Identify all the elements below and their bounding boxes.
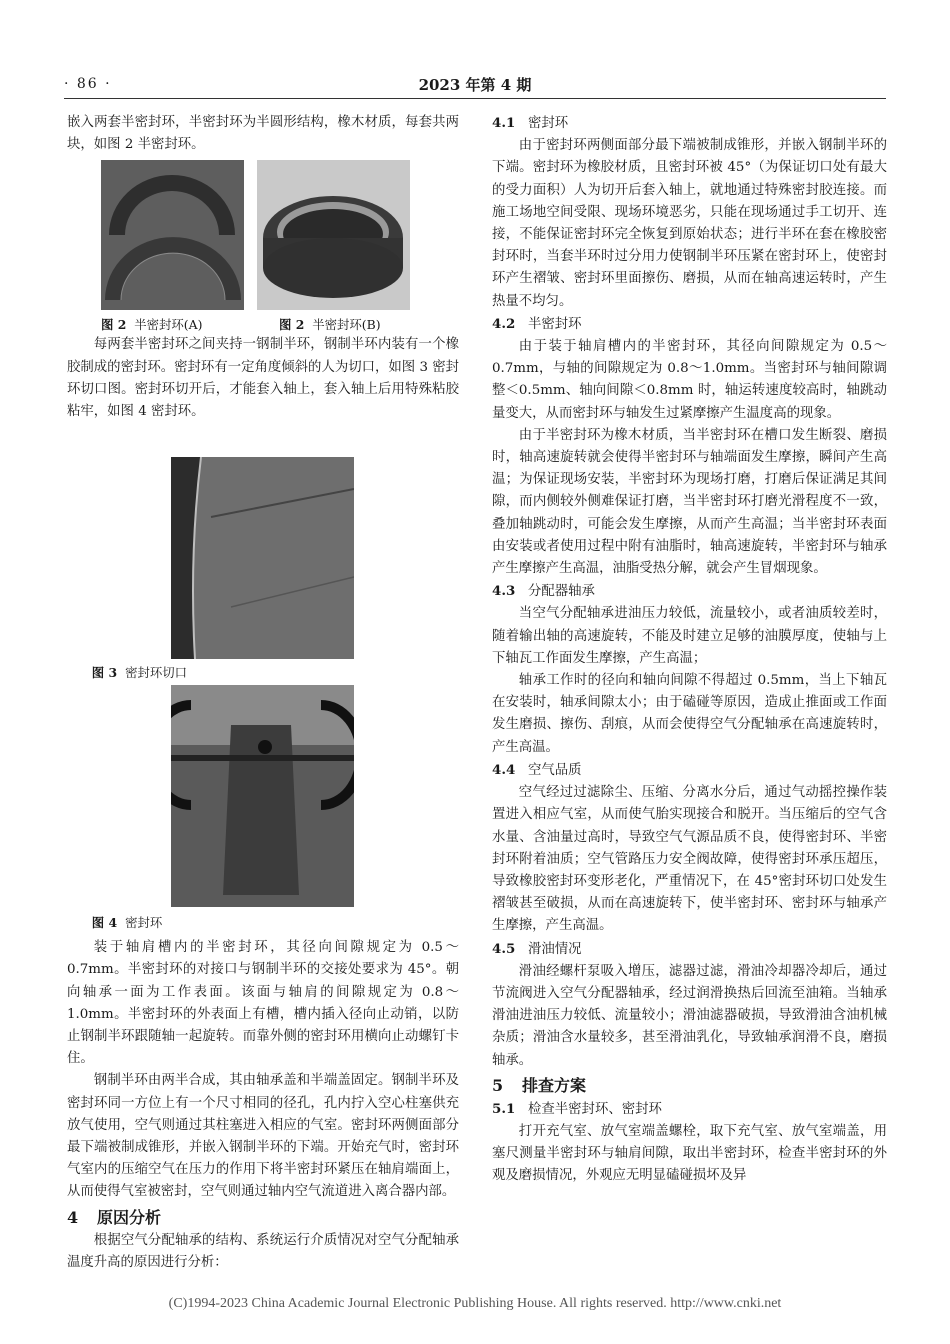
- section-4-2-title: 半密封环: [528, 316, 582, 332]
- section-4-2-heading: [492, 313, 887, 336]
- section-4-4-number: 4.4: [492, 761, 516, 778]
- paragraph-4-4: 空气经过过滤除尘、压缩、分离水分后，通过气动摇控操作装置进入相应气室，从而使气胎实现接合和脱开。当压缩后的空气含水量、含油量过高时，导致空气气源品质不良，使得密封环、半密封环附着油质；空气管路压力安全阀故障，使得密封环承压超压，导致橡胶密封环变形老化，严重情况下，在 45°密封环切口处发生褶皱甚至破损，从而在高速旋转下，使半密封环、密封环与轴承产生摩擦，产生高温。: [492, 785, 887, 934]
- figure-4-photo: [171, 685, 354, 907]
- right-column: [492, 112, 887, 1188]
- section-4-title: 原因分析: [97, 1207, 162, 1227]
- paragraph-4-2a: 由于装于轴肩槽内的半密封环，其径向间隙规定为 0.5～0.7mm，与轴的间隙规定为 0.8～1.0mm。当密封环与轴间隙调整＜0.5mm、轴向间隙＜0.8mm 时，轴运转速度较高时，轴跳动量变大，从而密封环与轴发生过紧摩擦产生温度高的现象。: [492, 339, 887, 421]
- figure-4-caption-line: [67, 913, 459, 933]
- section-5-1-number: 5.1: [492, 1100, 516, 1117]
- paragraph-5-1: 打开充气室、放气室端盖螺栓，取下充气室、放气室端盖，用塞尺测量半密封环与轴肩间隙，取出半密封环，检查半密封环的外观及磨损情况，外观应无明显磕碰损坏及异: [492, 1123, 887, 1184]
- paragraph-3: 钢制半环由两半合成，其由轴承盖和半端盖固定。钢制半环及密封环同一方位上有一个尺寸相同的径孔，孔内拧入空心柱塞供充放气使用，空气则通过其柱塞进入相应的气室。密封环两侧面部分最下端被制成锥形，并嵌入钢制半环的下端。开始充气时，密封环气室内的压缩空气在压力的作用下将半密封环紧压在轴肩端面上，从而使得气室被密封，空气则通过轴内空气流道进入离合器内部。: [67, 1073, 459, 1200]
- figure-4-caption: 密封环: [125, 915, 163, 931]
- figure-2b-caption: 半密封环(B): [312, 317, 381, 333]
- paragraph-4-2b: 由于半密封环为橡木材质，当半密封环在槽口发生断裂、磨损时，轴高速旋转就会使得半密封环与轴端面发生摩擦，瞬间产生高温；为保证现场安装，半密封环为现场打磨，打磨后保证满足其间隙，而内侧较外侧难保证打磨，当半密封环打磨光滑程度不一致，叠加轴跳动时，可能会发生摩擦，从而产生高温；当半密封环表面由安装或者使用过程中附有油脂时，轴高速旋转，半密封环与轴承产生摩擦产生高温，油脂受热分解，就会产生冒烟现象。: [492, 427, 887, 577]
- section-4-3-title: 分配器轴承: [528, 584, 595, 600]
- figure-3-caption: 密封环切口: [125, 665, 188, 681]
- section-5-title: 排查方案: [522, 1075, 587, 1095]
- section-4-3-number: 4.3: [492, 583, 516, 600]
- figure-2a-caption: 半密封环(A): [134, 317, 203, 333]
- section-5-number: 5: [492, 1075, 504, 1095]
- paragraph-4-5: 滑油经螺杆泵吸入增压，滤器过滤，滑油冷却器冷却后，通过节流阀进入空气分配器轴承，经过润滑换热后回流至油箱。当轴承滑油进油压力较低、流量较小；滑油滤器破损，导致滑油含油机械杂质；滑油含水量较多，甚至滑油乳化，导致轴承润滑不良，磨损轴承。: [492, 963, 887, 1068]
- figure-3-number: 图 3: [91, 665, 118, 681]
- section-4-5-title: 滑油情况: [528, 941, 582, 957]
- figure-2-captions: [67, 312, 459, 334]
- journal-issue: 2023 年第 4 期: [418, 76, 532, 94]
- figure-3-photo: [171, 457, 354, 659]
- page-number: · 86 ·: [64, 76, 112, 92]
- header-rule: [64, 98, 886, 99]
- section-4-5-heading: [492, 938, 887, 961]
- paragraph-2: 装于轴肩槽内的半密封环，其径向间隙规定为 0.5～0.7mm。半密封环的对接口与钢制半环的交接处要求为 45°。朝向轴承一面为工作表面。该面与轴肩的间隙规定为 0.8～1.0mm。半密封环的外表面上有槽，槽内插入径向止动销，以防止钢制半环跟随轴一起旋转。而靠外侧的密封环用横向止动螺钉卡住。: [67, 940, 459, 1067]
- section-5-1-heading: [492, 1098, 887, 1121]
- paragraph-4-3b: 轴承工作时的径向和轴向间隙不得超过 0.5mm，当上下轴瓦在安装时，轴承间隙太小；由于磕碰等原因，造成止推面或工作面发生磨损、擦伤、刮痕，从而会使得空气分配轴承在高速旋转时，产生高温。: [492, 673, 887, 755]
- paragraph-4-1: 由于密封环两侧面部分最下端被制成锥形，并嵌入钢制半环的下端。密封环为橡胶材质，且密封环被 45°（为保证切口处有最大的受力面积）人为切开后套入轴上，就地通过特殊密封胶连接。而施工场地空间受限、现场环境恶劣，只能在现场通过手工切开、连接，不能保证密封环完全恢复到原始状态；进行半环在套在橡胶密封环时，当套半环时过分用力使钢制半环压紧在密封环上，使密封环产生褶皱、密封环里面擦伤、磨损，从而在轴高速运转时，产生热量不均匀。: [492, 138, 887, 309]
- section-5-1-title: 检查半密封环、密封环: [528, 1101, 662, 1117]
- figure-4-number: 图 4: [91, 915, 118, 931]
- figure-2b-photo: [257, 160, 410, 310]
- left-column: [67, 112, 459, 1274]
- section-4-1-heading: [492, 112, 887, 135]
- figure-2b-number: 图 2: [279, 317, 305, 333]
- section-4-2-number: 4.2: [492, 315, 516, 332]
- section-4-4-heading: [492, 759, 887, 782]
- section-4-1-number: 4.1: [492, 115, 516, 131]
- section-4-heading: [67, 1206, 459, 1230]
- section-4-5-number: 4.5: [492, 940, 516, 957]
- section-5-heading: [492, 1074, 887, 1098]
- figure-2: [67, 160, 459, 310]
- section-4-number: 4: [67, 1207, 79, 1227]
- paragraph-intro: 嵌入两套半密封环，半密封环为半圆形结构，橡木材质，每套共两块，如图 2 半密封环。: [67, 115, 459, 153]
- figure-3-caption-line: [67, 663, 459, 683]
- section-4-3-heading: [492, 580, 887, 603]
- figure-4: [67, 685, 459, 907]
- paragraph-4: 根据空气分配轴承的结构、系统运行介质情况对空气分配轴承温度升高的原因进行分析：: [67, 1232, 459, 1270]
- section-4-1-title: 密封环: [528, 116, 569, 131]
- figure-2a-number: 图 2: [101, 317, 127, 333]
- figure-3: [67, 457, 459, 659]
- copyright-footer: (C)1994-2023 China Academic Journal Electronic Publishing House. All rights reserved. http://www.cnki.net: [168, 1296, 782, 1311]
- paragraph-1: 每两套半密封环之间夹持一钢制半环，钢制半环内装有一个橡胶制成的密封环。密封环有一定角度倾斜的人为切口，如图 3 密封环切口图。密封环切开后，才能套入轴上，套入轴上后用特殊粘胶粘牢，如图 4 密封环。: [67, 337, 459, 420]
- paragraph-4-3a: 当空气分配轴承进油压力较低，流量较小，或者油质较差时，随着输出轴的高速旋转，不能及时建立足够的油膜厚度，使轴与上下轴瓦工作面发生摩擦，产生高温；: [492, 606, 887, 666]
- figure-2a-photo: [101, 160, 244, 310]
- section-4-4-title: 空气品质: [528, 762, 582, 778]
